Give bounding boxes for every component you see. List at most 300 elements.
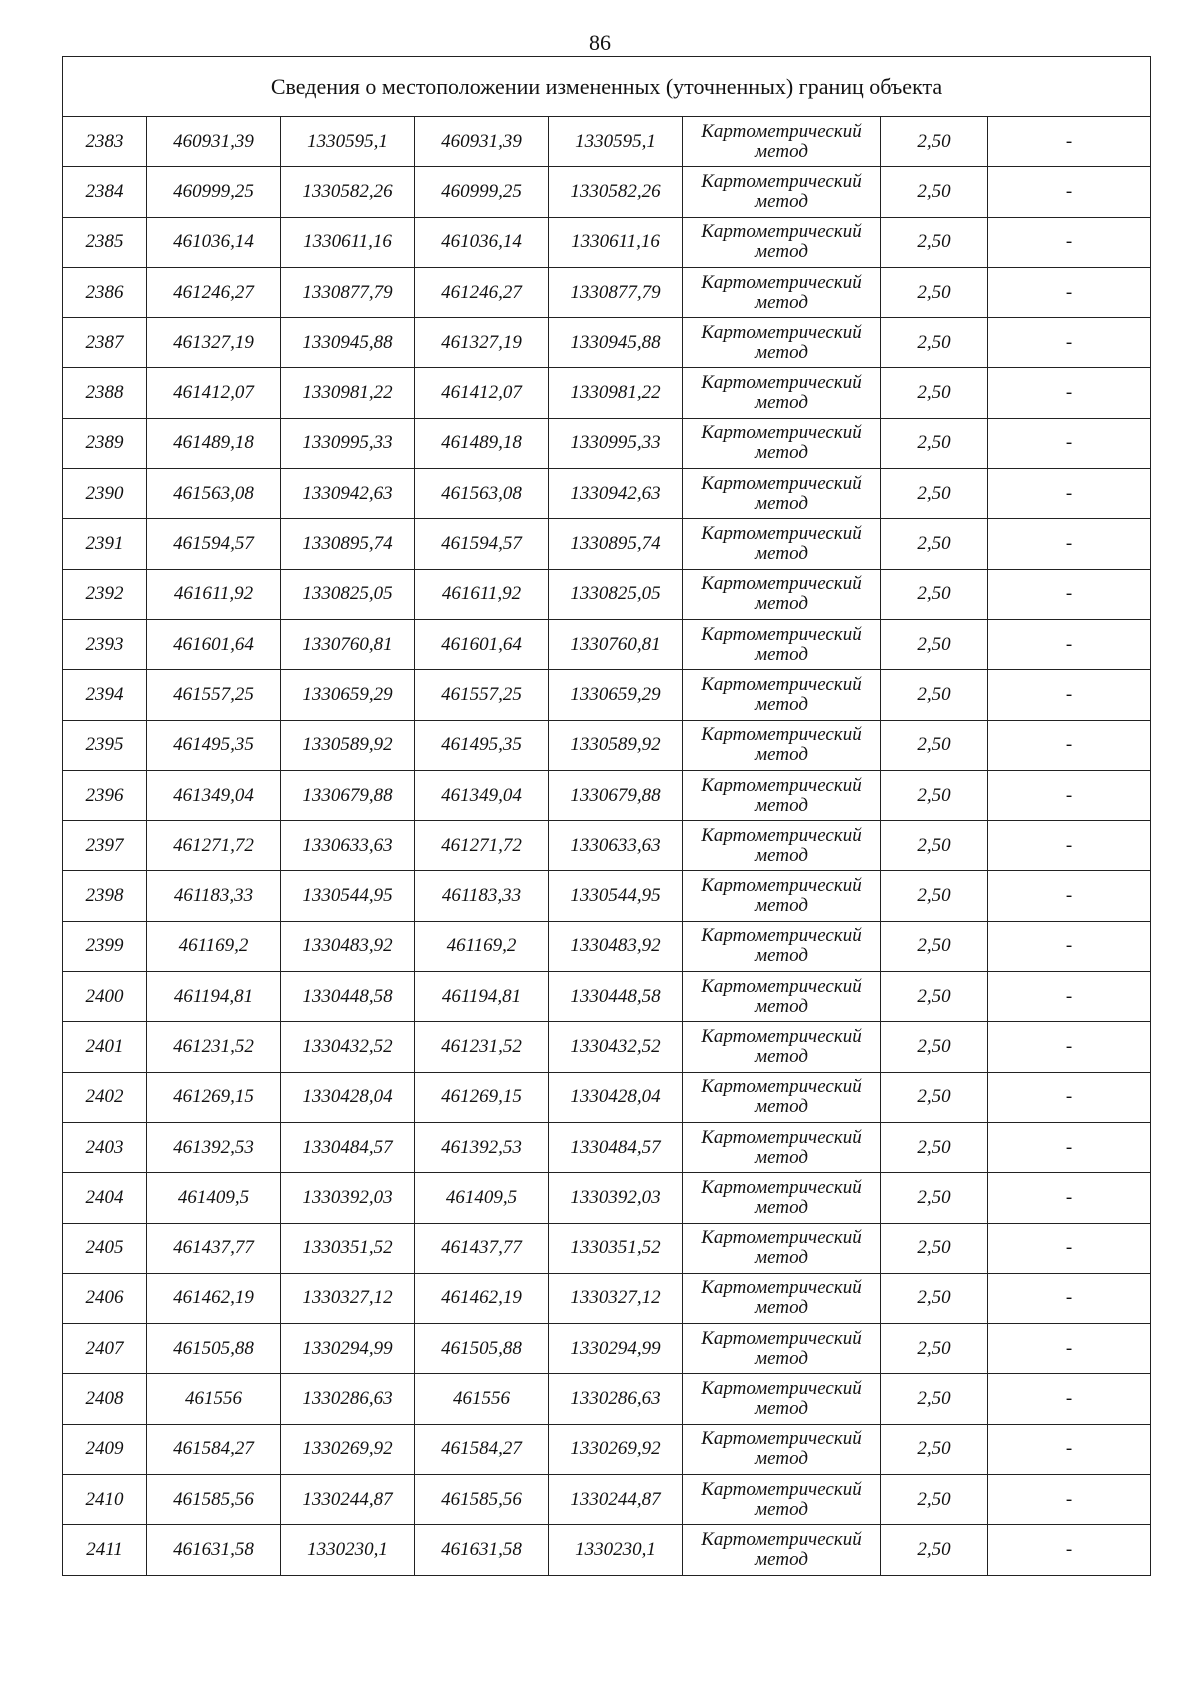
old-y-cell: 1330981,22 bbox=[281, 368, 415, 418]
old-y-cell: 1330633,63 bbox=[281, 821, 415, 871]
method-line-1: Картометрический bbox=[701, 1126, 862, 1148]
new-x-cell: 461631,58 bbox=[415, 1525, 549, 1575]
method-line-2: метод bbox=[755, 1146, 808, 1168]
table-row bbox=[63, 871, 1151, 921]
accuracy-cell: 2,50 bbox=[881, 1374, 988, 1424]
method-line-2: метод bbox=[755, 1398, 808, 1420]
table-row bbox=[63, 569, 1151, 619]
method-cell bbox=[683, 217, 881, 267]
new-x-cell: 461462,19 bbox=[415, 1273, 549, 1323]
old-x-cell: 461557,25 bbox=[147, 670, 281, 720]
note-cell: - bbox=[988, 972, 1151, 1022]
method-line-2: метод bbox=[755, 392, 808, 414]
point-number-cell: 2396 bbox=[63, 770, 147, 820]
note-cell: - bbox=[988, 469, 1151, 519]
method-line-2: метод bbox=[755, 442, 808, 464]
old-y-cell: 1330659,29 bbox=[281, 670, 415, 720]
table-row bbox=[63, 921, 1151, 971]
old-y-cell: 1330269,92 bbox=[281, 1424, 415, 1474]
method-line-1: Картометрический bbox=[701, 824, 862, 846]
table-row bbox=[63, 720, 1151, 770]
note-cell: - bbox=[988, 569, 1151, 619]
note-cell: - bbox=[988, 1273, 1151, 1323]
old-y-cell: 1330825,05 bbox=[281, 569, 415, 619]
new-x-cell: 461585,56 bbox=[415, 1475, 549, 1525]
note-cell: - bbox=[988, 117, 1151, 167]
method-line-2: метод bbox=[755, 593, 808, 615]
note-cell: - bbox=[988, 1424, 1151, 1474]
old-y-cell: 1330582,26 bbox=[281, 167, 415, 217]
note-cell: - bbox=[988, 318, 1151, 368]
method-line-2: метод bbox=[755, 140, 808, 162]
old-x-cell: 461183,33 bbox=[147, 871, 281, 921]
method-cell bbox=[683, 1072, 881, 1122]
old-y-cell: 1330895,74 bbox=[281, 519, 415, 569]
old-x-cell: 461489,18 bbox=[147, 418, 281, 468]
accuracy-cell: 2,50 bbox=[881, 720, 988, 770]
accuracy-cell: 2,50 bbox=[881, 519, 988, 569]
method-cell bbox=[683, 670, 881, 720]
point-number-cell: 2389 bbox=[63, 418, 147, 468]
accuracy-cell: 2,50 bbox=[881, 1022, 988, 1072]
method-line-2: метод bbox=[755, 844, 808, 866]
point-number-cell: 2386 bbox=[63, 267, 147, 317]
method-line-2: метод bbox=[755, 291, 808, 313]
method-line-1: Картометрический bbox=[701, 422, 862, 444]
new-x-cell: 461327,19 bbox=[415, 318, 549, 368]
point-number-cell: 2394 bbox=[63, 670, 147, 720]
table-row bbox=[63, 1475, 1151, 1525]
method-cell bbox=[683, 1173, 881, 1223]
table-row bbox=[63, 770, 1151, 820]
accuracy-cell: 2,50 bbox=[881, 1324, 988, 1374]
accuracy-cell: 2,50 bbox=[881, 1424, 988, 1474]
method-line-1: Картометрический bbox=[701, 271, 862, 293]
method-line-2: метод bbox=[755, 744, 808, 766]
note-cell: - bbox=[988, 167, 1151, 217]
point-number-cell: 2402 bbox=[63, 1072, 147, 1122]
new-y-cell: 1330432,52 bbox=[549, 1022, 683, 1072]
method-cell bbox=[683, 1324, 881, 1374]
new-y-cell: 1330942,63 bbox=[549, 469, 683, 519]
method-line-2: метод bbox=[755, 1247, 808, 1269]
method-line-1: Картометрический bbox=[701, 1327, 862, 1349]
table-row bbox=[63, 1374, 1151, 1424]
old-y-cell: 1330327,12 bbox=[281, 1273, 415, 1323]
table-row bbox=[63, 217, 1151, 267]
table-row bbox=[63, 1122, 1151, 1172]
method-line-2: метод bbox=[755, 543, 808, 565]
method-line-1: Картометрический bbox=[701, 1025, 862, 1047]
old-y-cell: 1330351,52 bbox=[281, 1223, 415, 1273]
new-y-cell: 1330269,92 bbox=[549, 1424, 683, 1474]
old-x-cell: 461462,19 bbox=[147, 1273, 281, 1323]
accuracy-cell: 2,50 bbox=[881, 318, 988, 368]
old-x-cell: 461194,81 bbox=[147, 972, 281, 1022]
accuracy-cell: 2,50 bbox=[881, 1223, 988, 1273]
old-x-cell: 461246,27 bbox=[147, 267, 281, 317]
method-line-1: Картометрический bbox=[701, 321, 862, 343]
old-x-cell: 461505,88 bbox=[147, 1324, 281, 1374]
method-line-2: метод bbox=[755, 1548, 808, 1570]
accuracy-cell: 2,50 bbox=[881, 167, 988, 217]
old-x-cell: 461584,27 bbox=[147, 1424, 281, 1474]
method-line-1: Картометрический bbox=[701, 673, 862, 695]
point-number-cell: 2407 bbox=[63, 1324, 147, 1374]
table-row bbox=[63, 1022, 1151, 1072]
old-x-cell: 461495,35 bbox=[147, 720, 281, 770]
new-x-cell: 461271,72 bbox=[415, 821, 549, 871]
new-x-cell: 461246,27 bbox=[415, 267, 549, 317]
new-y-cell: 1330483,92 bbox=[549, 921, 683, 971]
method-cell bbox=[683, 1475, 881, 1525]
point-number-cell: 2404 bbox=[63, 1173, 147, 1223]
method-cell bbox=[683, 770, 881, 820]
old-y-cell: 1330589,92 bbox=[281, 720, 415, 770]
method-line-2: метод bbox=[755, 945, 808, 967]
old-x-cell: 461271,72 bbox=[147, 821, 281, 871]
method-line-1: Картометрический bbox=[701, 221, 862, 243]
new-y-cell: 1330327,12 bbox=[549, 1273, 683, 1323]
method-line-1: Картометрический bbox=[701, 170, 862, 192]
note-cell: - bbox=[988, 368, 1151, 418]
method-line-2: метод bbox=[755, 1045, 808, 1067]
point-number-cell: 2410 bbox=[63, 1475, 147, 1525]
method-cell bbox=[683, 368, 881, 418]
table-row bbox=[63, 821, 1151, 871]
point-number-cell: 2411 bbox=[63, 1525, 147, 1575]
accuracy-cell: 2,50 bbox=[881, 469, 988, 519]
method-line-1: Картометрический bbox=[701, 623, 862, 645]
old-y-cell: 1330995,33 bbox=[281, 418, 415, 468]
old-x-cell: 461327,19 bbox=[147, 318, 281, 368]
method-cell bbox=[683, 972, 881, 1022]
old-x-cell: 461409,5 bbox=[147, 1173, 281, 1223]
new-x-cell: 461611,92 bbox=[415, 569, 549, 619]
point-number-cell: 2391 bbox=[63, 519, 147, 569]
new-y-cell: 1330945,88 bbox=[549, 318, 683, 368]
new-y-cell: 1330448,58 bbox=[549, 972, 683, 1022]
point-number-cell: 2393 bbox=[63, 619, 147, 669]
method-line-1: Картометрический bbox=[701, 724, 862, 746]
method-cell bbox=[683, 1223, 881, 1273]
new-x-cell: 461231,52 bbox=[415, 1022, 549, 1072]
new-x-cell: 461495,35 bbox=[415, 720, 549, 770]
accuracy-cell: 2,50 bbox=[881, 368, 988, 418]
accuracy-cell: 2,50 bbox=[881, 670, 988, 720]
old-y-cell: 1330230,1 bbox=[281, 1525, 415, 1575]
accuracy-cell: 2,50 bbox=[881, 1525, 988, 1575]
point-number-cell: 2403 bbox=[63, 1122, 147, 1172]
new-y-cell: 1330595,1 bbox=[549, 117, 683, 167]
table-row bbox=[63, 267, 1151, 317]
method-line-2: метод bbox=[755, 492, 808, 514]
accuracy-cell: 2,50 bbox=[881, 267, 988, 317]
method-line-2: метод bbox=[755, 895, 808, 917]
note-cell: - bbox=[988, 1475, 1151, 1525]
old-y-cell: 1330942,63 bbox=[281, 469, 415, 519]
method-cell bbox=[683, 821, 881, 871]
table-row bbox=[63, 167, 1151, 217]
accuracy-cell: 2,50 bbox=[881, 1122, 988, 1172]
point-number-cell: 2388 bbox=[63, 368, 147, 418]
method-line-1: Картометрический bbox=[701, 1176, 862, 1198]
note-cell: - bbox=[988, 770, 1151, 820]
point-number-cell: 2398 bbox=[63, 871, 147, 921]
note-cell: - bbox=[988, 1072, 1151, 1122]
new-y-cell: 1330244,87 bbox=[549, 1475, 683, 1525]
old-y-cell: 1330392,03 bbox=[281, 1173, 415, 1223]
table-title-row bbox=[63, 57, 1151, 117]
old-x-cell: 461585,56 bbox=[147, 1475, 281, 1525]
point-number-cell: 2392 bbox=[63, 569, 147, 619]
note-cell: - bbox=[988, 619, 1151, 669]
old-x-cell: 461169,2 bbox=[147, 921, 281, 971]
method-cell bbox=[683, 569, 881, 619]
method-line-2: метод bbox=[755, 1347, 808, 1369]
new-x-cell: 461601,64 bbox=[415, 619, 549, 669]
table-row bbox=[63, 1072, 1151, 1122]
accuracy-cell: 2,50 bbox=[881, 972, 988, 1022]
old-y-cell: 1330877,79 bbox=[281, 267, 415, 317]
table-row bbox=[63, 318, 1151, 368]
new-y-cell: 1330351,52 bbox=[549, 1223, 683, 1273]
old-x-cell: 461631,58 bbox=[147, 1525, 281, 1575]
method-line-2: метод bbox=[755, 1448, 808, 1470]
old-y-cell: 1330945,88 bbox=[281, 318, 415, 368]
method-line-1: Картометрический bbox=[701, 120, 862, 142]
method-line-1: Картометрический bbox=[701, 1378, 862, 1400]
method-line-2: метод bbox=[755, 1297, 808, 1319]
new-y-cell: 1330633,63 bbox=[549, 821, 683, 871]
accuracy-cell: 2,50 bbox=[881, 821, 988, 871]
method-cell bbox=[683, 871, 881, 921]
point-number-cell: 2405 bbox=[63, 1223, 147, 1273]
method-line-1: Картометрический bbox=[701, 372, 862, 394]
old-x-cell: 461563,08 bbox=[147, 469, 281, 519]
old-y-cell: 1330448,58 bbox=[281, 972, 415, 1022]
note-cell: - bbox=[988, 1223, 1151, 1273]
new-x-cell: 461183,33 bbox=[415, 871, 549, 921]
new-x-cell: 461269,15 bbox=[415, 1072, 549, 1122]
table-row bbox=[63, 469, 1151, 519]
point-number-cell: 2401 bbox=[63, 1022, 147, 1072]
point-number-cell: 2395 bbox=[63, 720, 147, 770]
note-cell: - bbox=[988, 1525, 1151, 1575]
page-number: 86 bbox=[589, 30, 611, 55]
new-y-cell: 1330877,79 bbox=[549, 267, 683, 317]
method-line-1: Картометрический bbox=[701, 875, 862, 897]
accuracy-cell: 2,50 bbox=[881, 1173, 988, 1223]
method-cell bbox=[683, 469, 881, 519]
old-x-cell: 460931,39 bbox=[147, 117, 281, 167]
new-x-cell: 461349,04 bbox=[415, 770, 549, 820]
old-x-cell: 461594,57 bbox=[147, 519, 281, 569]
new-x-cell: 461409,5 bbox=[415, 1173, 549, 1223]
table-row bbox=[63, 1424, 1151, 1474]
point-number-cell: 2383 bbox=[63, 117, 147, 167]
method-line-1: Картометрический bbox=[701, 472, 862, 494]
table-row bbox=[63, 117, 1151, 167]
accuracy-cell: 2,50 bbox=[881, 1072, 988, 1122]
note-cell: - bbox=[988, 921, 1151, 971]
new-x-cell: 461169,2 bbox=[415, 921, 549, 971]
table-row bbox=[63, 972, 1151, 1022]
method-cell bbox=[683, 1424, 881, 1474]
method-cell bbox=[683, 921, 881, 971]
point-number-cell: 2406 bbox=[63, 1273, 147, 1323]
old-y-cell: 1330286,63 bbox=[281, 1374, 415, 1424]
old-y-cell: 1330595,1 bbox=[281, 117, 415, 167]
new-y-cell: 1330760,81 bbox=[549, 619, 683, 669]
table-title: Сведения о местоположении измененных (уточненных) границ объекта bbox=[63, 57, 1151, 117]
old-y-cell: 1330611,16 bbox=[281, 217, 415, 267]
accuracy-cell: 2,50 bbox=[881, 770, 988, 820]
method-line-1: Картометрический bbox=[701, 774, 862, 796]
note-cell: - bbox=[988, 1374, 1151, 1424]
accuracy-cell: 2,50 bbox=[881, 921, 988, 971]
old-y-cell: 1330428,04 bbox=[281, 1072, 415, 1122]
old-y-cell: 1330760,81 bbox=[281, 619, 415, 669]
new-y-cell: 1330230,1 bbox=[549, 1525, 683, 1575]
note-cell: - bbox=[988, 418, 1151, 468]
note-cell: - bbox=[988, 821, 1151, 871]
new-x-cell: 461557,25 bbox=[415, 670, 549, 720]
method-line-2: метод bbox=[755, 643, 808, 665]
accuracy-cell: 2,50 bbox=[881, 418, 988, 468]
new-x-cell: 461594,57 bbox=[415, 519, 549, 569]
method-line-2: метод bbox=[755, 995, 808, 1017]
new-y-cell: 1330582,26 bbox=[549, 167, 683, 217]
accuracy-cell: 2,50 bbox=[881, 217, 988, 267]
method-line-2: метод bbox=[755, 1196, 808, 1218]
method-line-2: метод bbox=[755, 1498, 808, 1520]
method-cell bbox=[683, 1122, 881, 1172]
method-line-1: Картометрический bbox=[701, 1478, 862, 1500]
point-number-cell: 2385 bbox=[63, 217, 147, 267]
old-x-cell: 461412,07 bbox=[147, 368, 281, 418]
point-number-cell: 2384 bbox=[63, 167, 147, 217]
accuracy-cell: 2,50 bbox=[881, 871, 988, 921]
new-y-cell: 1330484,57 bbox=[549, 1122, 683, 1172]
table-row bbox=[63, 1223, 1151, 1273]
method-line-1: Картометрический bbox=[701, 1428, 862, 1450]
method-line-2: метод bbox=[755, 1096, 808, 1118]
coordinates-table bbox=[62, 56, 1151, 1576]
table-row bbox=[63, 619, 1151, 669]
new-y-cell: 1330589,92 bbox=[549, 720, 683, 770]
point-number-cell: 2409 bbox=[63, 1424, 147, 1474]
point-number-cell: 2408 bbox=[63, 1374, 147, 1424]
new-x-cell: 461584,27 bbox=[415, 1424, 549, 1474]
method-cell bbox=[683, 1273, 881, 1323]
method-line-1: Картометрический bbox=[701, 523, 862, 545]
old-y-cell: 1330483,92 bbox=[281, 921, 415, 971]
point-number-cell: 2399 bbox=[63, 921, 147, 971]
note-cell: - bbox=[988, 1022, 1151, 1072]
old-y-cell: 1330679,88 bbox=[281, 770, 415, 820]
method-cell bbox=[683, 418, 881, 468]
table-row bbox=[63, 1173, 1151, 1223]
note-cell: - bbox=[988, 720, 1151, 770]
old-x-cell: 461269,15 bbox=[147, 1072, 281, 1122]
new-y-cell: 1330825,05 bbox=[549, 569, 683, 619]
new-y-cell: 1330679,88 bbox=[549, 770, 683, 820]
new-x-cell: 461563,08 bbox=[415, 469, 549, 519]
table-row bbox=[63, 670, 1151, 720]
old-y-cell: 1330244,87 bbox=[281, 1475, 415, 1525]
method-line-1: Картометрический bbox=[701, 1277, 862, 1299]
old-x-cell: 461392,53 bbox=[147, 1122, 281, 1172]
note-cell: - bbox=[988, 1173, 1151, 1223]
method-cell bbox=[683, 117, 881, 167]
method-cell bbox=[683, 1374, 881, 1424]
point-number-cell: 2390 bbox=[63, 469, 147, 519]
point-number-cell: 2400 bbox=[63, 972, 147, 1022]
table-row bbox=[63, 1273, 1151, 1323]
new-y-cell: 1330428,04 bbox=[549, 1072, 683, 1122]
old-x-cell: 460999,25 bbox=[147, 167, 281, 217]
method-line-2: метод bbox=[755, 190, 808, 212]
note-cell: - bbox=[988, 871, 1151, 921]
new-x-cell: 461412,07 bbox=[415, 368, 549, 418]
note-cell: - bbox=[988, 1122, 1151, 1172]
old-y-cell: 1330484,57 bbox=[281, 1122, 415, 1172]
method-line-2: метод bbox=[755, 693, 808, 715]
accuracy-cell: 2,50 bbox=[881, 117, 988, 167]
method-line-1: Картометрический bbox=[701, 1227, 862, 1249]
old-y-cell: 1330544,95 bbox=[281, 871, 415, 921]
method-line-1: Картометрический bbox=[701, 975, 862, 997]
new-x-cell: 460931,39 bbox=[415, 117, 549, 167]
method-line-2: метод bbox=[755, 794, 808, 816]
table-body bbox=[63, 117, 1151, 1576]
method-line-1: Картометрический bbox=[701, 1076, 862, 1098]
old-x-cell: 461349,04 bbox=[147, 770, 281, 820]
old-x-cell: 461437,77 bbox=[147, 1223, 281, 1273]
method-cell bbox=[683, 1022, 881, 1072]
new-x-cell: 460999,25 bbox=[415, 167, 549, 217]
old-x-cell: 461036,14 bbox=[147, 217, 281, 267]
new-x-cell: 461556 bbox=[415, 1374, 549, 1424]
method-line-1: Картометрический bbox=[701, 925, 862, 947]
note-cell: - bbox=[988, 670, 1151, 720]
new-x-cell: 461437,77 bbox=[415, 1223, 549, 1273]
old-x-cell: 461611,92 bbox=[147, 569, 281, 619]
method-cell bbox=[683, 318, 881, 368]
table-row bbox=[63, 519, 1151, 569]
note-cell: - bbox=[988, 217, 1151, 267]
new-y-cell: 1330544,95 bbox=[549, 871, 683, 921]
new-x-cell: 461194,81 bbox=[415, 972, 549, 1022]
method-line-2: метод bbox=[755, 341, 808, 363]
method-cell bbox=[683, 267, 881, 317]
method-cell bbox=[683, 167, 881, 217]
new-x-cell: 461036,14 bbox=[415, 217, 549, 267]
method-cell bbox=[683, 519, 881, 569]
method-cell bbox=[683, 720, 881, 770]
new-y-cell: 1330995,33 bbox=[549, 418, 683, 468]
accuracy-cell: 2,50 bbox=[881, 619, 988, 669]
note-cell: - bbox=[988, 519, 1151, 569]
table-row bbox=[63, 1525, 1151, 1575]
old-x-cell: 461231,52 bbox=[147, 1022, 281, 1072]
method-line-1: Картометрический bbox=[701, 1528, 862, 1550]
point-number-cell: 2387 bbox=[63, 318, 147, 368]
new-y-cell: 1330981,22 bbox=[549, 368, 683, 418]
old-y-cell: 1330294,99 bbox=[281, 1324, 415, 1374]
accuracy-cell: 2,50 bbox=[881, 1475, 988, 1525]
